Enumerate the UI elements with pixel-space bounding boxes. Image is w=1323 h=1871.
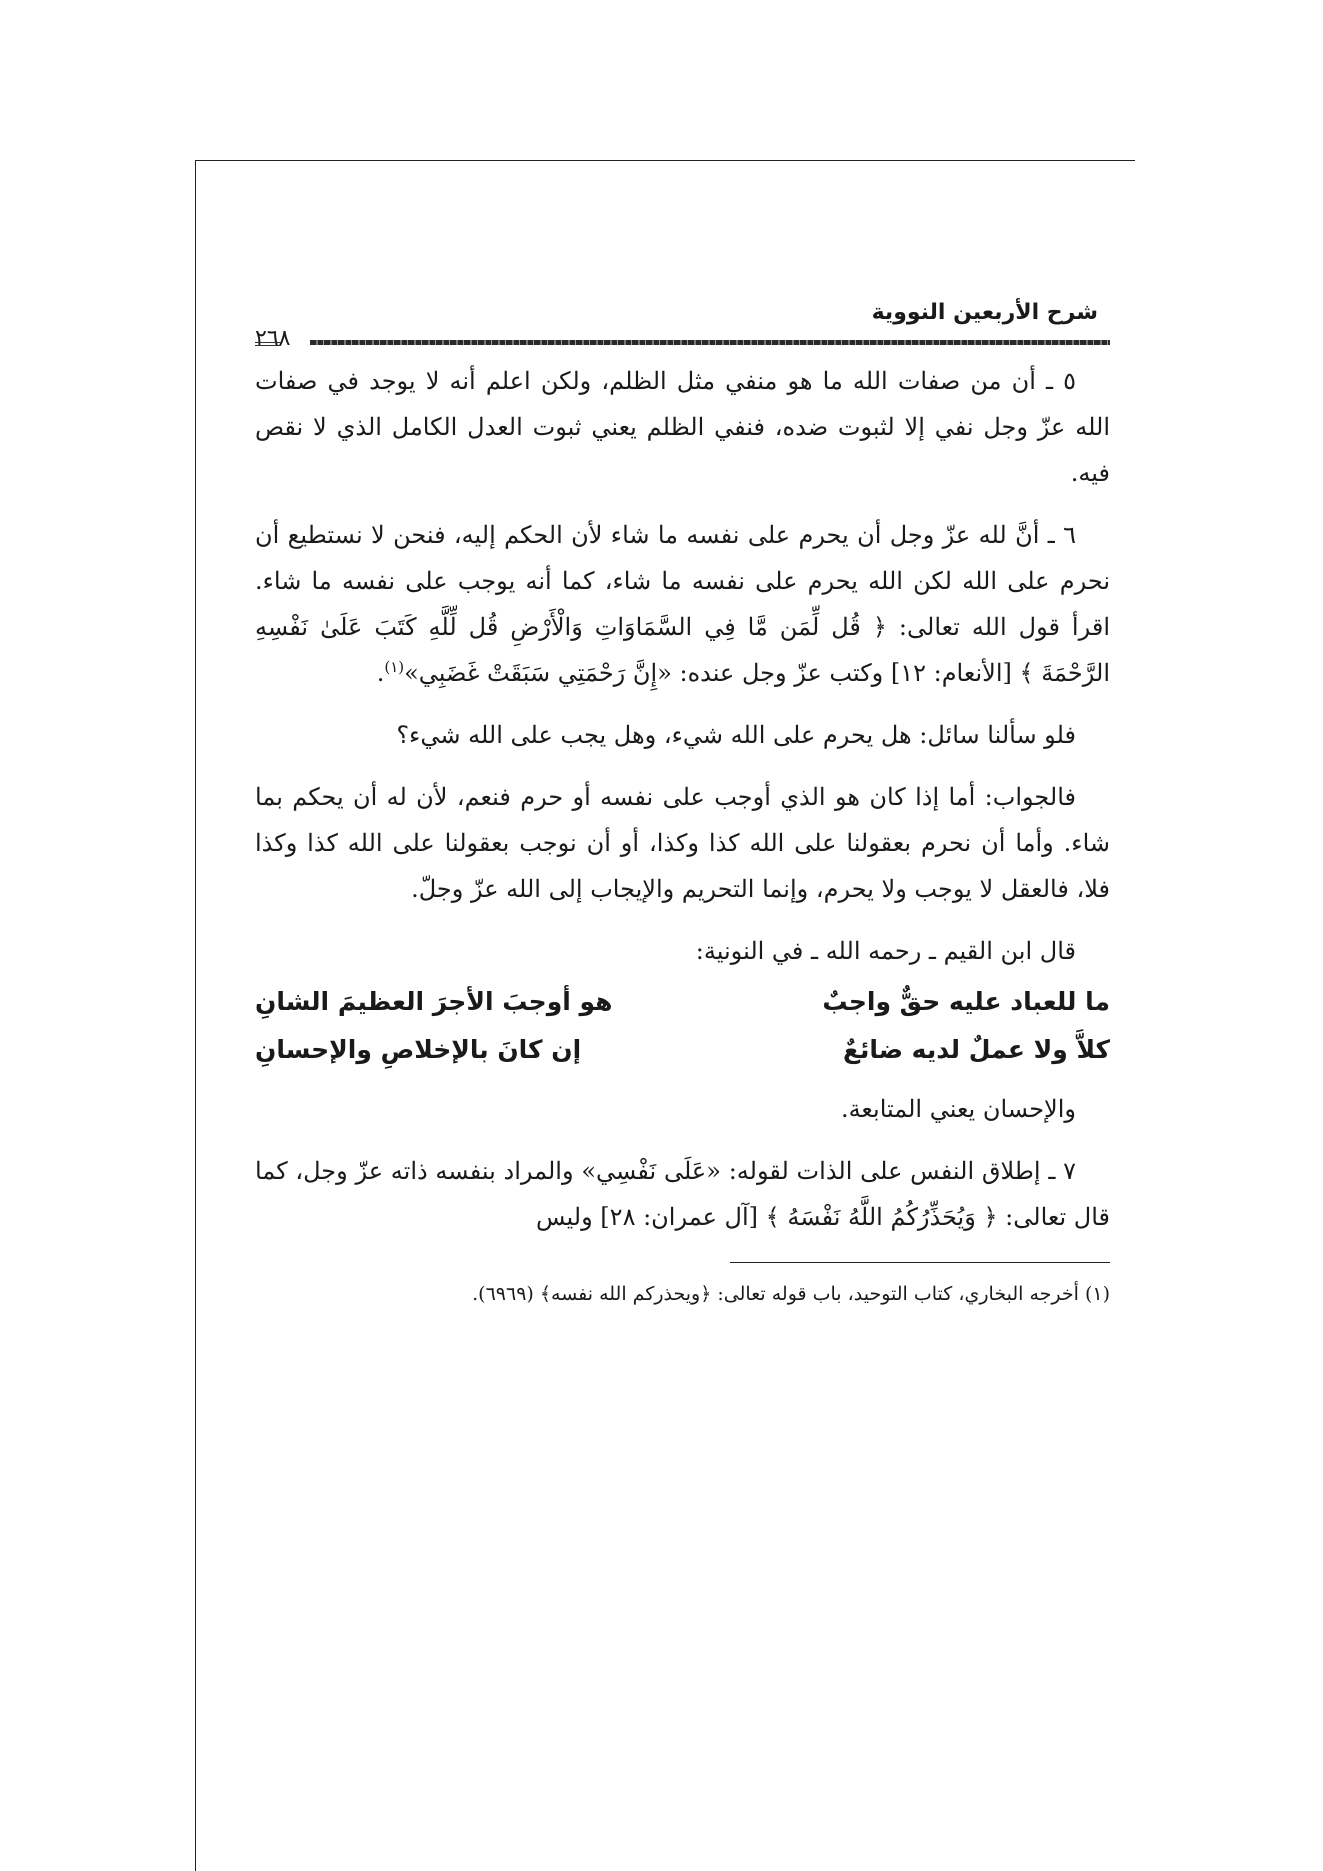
answer-text: فالجواب: أما إذا كان هو الذي أوجب على نفسه أو حرم فنعم، لأن له أن يحكم بما شاء. وأما أن نحرم بعقولنا على الله كذا وكذا، أو أن نوجب بعقولنا على الله كذا وكذا فلا، فالعقل لا يوجب ولا يحرم، وإنما التحريم والإيجاب إلى الله عزّ وجلّ. [255, 783, 1110, 903]
verse-second-hemistich: إن كانَ بالإخلاصِ والإحسانِ [255, 1035, 582, 1064]
running-title: شرح الأربعين النووية [871, 300, 1098, 325]
paragraph-6-text-a: ٦ ـ أنَّ لله عزّ وجل أن يحرم على نفسه ما شاء لأن الحكم إليه، فنحن لا نستطيع أن نحرم على الله لكن الله يحرم على نفسه ما شاء، كما أنه يوجب على نفسه ما شاء. اقرأ قول الله تعالى: [255, 521, 1110, 641]
page-number: ٢٦٨ [255, 326, 291, 351]
poem-verse [255, 1026, 1110, 1074]
ihsan-paragraph [255, 1086, 1110, 1132]
paragraph-7 [255, 1148, 1110, 1240]
poem [255, 978, 1110, 1074]
header-rule-end [255, 342, 281, 346]
hadith-quote: «إِنَّ رَحْمَتِي سَبَقَتْ غَضَبِي» [404, 659, 672, 687]
footnote-text: أخرجه البخاري، كتاب التوحيد، باب قوله تعالى: ﴿ويحذركم الله نفسه﴾ (٦٩٦٩). [472, 1283, 1079, 1305]
paragraph-7-text-c: [آل عمران: ٢٨] وليس [535, 1203, 758, 1231]
paragraph-7-text-a: ٧ ـ إطلاق النفس على الذات لقوله: [728, 1157, 1076, 1185]
paragraph-5-text: ٥ ـ أن من صفات الله ما هو منفي مثل الظلم، ولكن اعلم أنه لا يوجد في صفات الله عزّ وجل نفي إلا لثبوت ضده، فنفي الظلم يعني ثبوت العدل الكامل الذي لا نقص فيه. [255, 367, 1110, 487]
paragraph-7-text-b: والمراد بنفسه ذاته عزّ وجل، كما قال تعالى: [255, 1157, 1110, 1231]
hadith-phrase: «عَلَى نَفْسِي» [581, 1157, 721, 1185]
paragraph-5 [255, 358, 1110, 496]
body-text [255, 358, 1110, 1240]
footnote-number: (١) [1084, 1283, 1110, 1305]
header-rule [310, 340, 1110, 345]
verse-first-hemistich: كلاَّ ولا عملٌ لديه ضائعٌ [842, 1035, 1110, 1064]
question-paragraph [255, 712, 1110, 758]
paragraph-6-text-b: [الأنعام: ١٢] وكتب عزّ وجل عنده: [679, 659, 1012, 687]
crop-mark-top [195, 160, 1135, 161]
paragraph-6 [255, 512, 1110, 696]
verse-first-hemistich: ما للعباد عليه حقٌّ واجبٌ [822, 987, 1110, 1016]
footnote [255, 1279, 1110, 1309]
footnote-separator [730, 1262, 1110, 1263]
answer-paragraph [255, 774, 1110, 912]
quran-verse-al-imran: ﴿ وَيُحَذِّرُكُمُ اللَّهُ نَفْسَهُ ﴾ [765, 1203, 998, 1231]
paragraph-6-end: . [376, 659, 385, 687]
verse-second-hemistich: هو أوجبَ الأجرَ العظيمَ الشانِ [255, 987, 613, 1016]
question-text: فلو سألنا سائل: هل يحرم على الله شيء، وهل يجب على الله شيء؟ [396, 721, 1076, 749]
page-header [255, 298, 1110, 350]
poem-verse [255, 978, 1110, 1026]
ihsan-text: والإحسان يعني المتابعة. [840, 1095, 1076, 1123]
poem-intro [255, 928, 1110, 974]
footnote-marker: (١) [384, 658, 405, 676]
quran-verse-anam: ﴿ قُل لِّمَن مَّا فِي السَّمَاوَاتِ وَالْأَرْضِ قُل لِّلَّهِ كَتَبَ عَلَىٰ نَفْسِهِ الرَّحْمَةَ ﴾ [255, 613, 1110, 687]
book-page [255, 298, 1110, 1309]
poem-intro-text: قال ابن القيم ـ رحمه الله ـ في النونية: [695, 937, 1076, 965]
crop-mark-left [195, 160, 196, 1871]
footnote-separator-wrap [255, 1240, 1110, 1279]
